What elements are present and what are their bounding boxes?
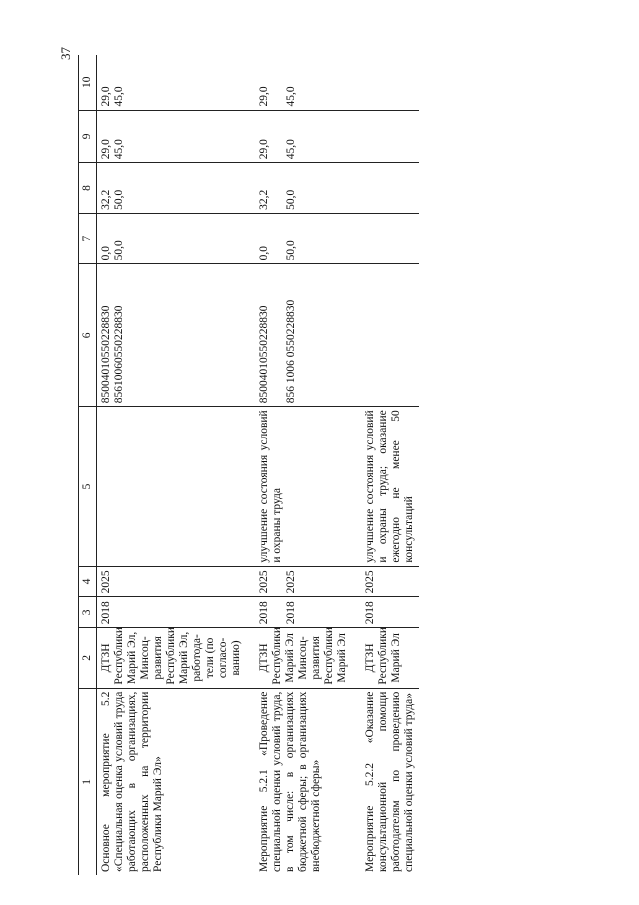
year: 2018 — [258, 601, 270, 625]
budget-code — [246, 264, 352, 407]
value-col8 — [246, 163, 352, 214]
budget-code-line: 8500401055022883​0 — [100, 305, 112, 404]
value: 29,0 — [258, 86, 270, 107]
executor-line: Минсоц-развития Республики Марий Эл — [297, 626, 348, 685]
column-header: 8 — [79, 163, 97, 214]
value: 32,2 — [100, 189, 112, 210]
value-col7 — [352, 213, 419, 264]
value-col8 — [97, 163, 247, 214]
year: 2018 — [285, 601, 297, 625]
column-header: 4 — [79, 566, 97, 597]
column-header: 9 — [79, 110, 97, 163]
budget-code-line: 8500401055022883​0 — [258, 305, 270, 404]
program-table — [78, 55, 419, 875]
value: 45,0 — [285, 139, 297, 160]
column-header: 7 — [79, 213, 97, 264]
start-year: 2018 — [97, 597, 247, 628]
value: 45,0 — [113, 139, 125, 160]
year: 2025 — [258, 570, 270, 594]
measure-name: Основное мероприятие 5.2 «Специальная оценка условий труда работающих в организациях, расположенных на территории Республики Марий Эл» — [100, 691, 164, 872]
value: 45,0 — [285, 86, 297, 107]
start-year: 2018 — [352, 597, 419, 628]
end-year — [246, 566, 352, 597]
table-row — [352, 55, 419, 875]
column-header: 3 — [79, 597, 97, 628]
value-col10 — [246, 55, 352, 110]
value: 50,0 — [285, 189, 297, 210]
value: 0,0 — [258, 246, 270, 261]
value: 50,0 — [113, 240, 125, 261]
budget-code-line: 856 1006 055022883​0 — [285, 299, 297, 404]
column-header: 6 — [79, 264, 97, 407]
page-number: 37 — [58, 47, 73, 60]
column-header: 10 — [79, 55, 97, 110]
value-col9 — [246, 110, 352, 163]
executor: ДТЗН Республики Марий Эл, Минсоц-развития Республики Марий Эл, работода-тели (по согласо-ванию) — [97, 628, 247, 688]
budget-code-line: 8561006055022883​0 — [113, 305, 125, 404]
value: 50,0 — [113, 189, 125, 210]
header-row — [79, 55, 97, 875]
value: 45,0 — [113, 86, 125, 107]
value: 32,2 — [258, 189, 270, 210]
start-year — [246, 597, 352, 628]
budget-code — [352, 264, 419, 407]
value-col8 — [352, 163, 419, 214]
value-col9 — [352, 110, 419, 163]
expected-result — [97, 407, 247, 566]
table-row — [97, 55, 247, 875]
measure-name: Мероприятие 5.2.1 «Проведение специальной оценки условий труда, в том числе: в организациях бюджетной сферы; в организациях внебюджетной сферы» — [258, 691, 322, 872]
budget-code — [97, 264, 247, 407]
value: 0,0 — [100, 246, 112, 261]
end-year: 2025 — [97, 566, 247, 597]
value: 29,0 — [100, 86, 112, 107]
value-col7 — [246, 213, 352, 264]
measure-name: Мероприятие 5.2.2 «Оказание консультационной помощи работодателям по проведению специальной оценки условий труда» — [364, 691, 415, 872]
executor: ДТЗН Республики Марий Эл — [352, 628, 419, 688]
executor — [246, 628, 352, 688]
value-col9 — [97, 110, 247, 163]
value: 50,0 — [285, 240, 297, 261]
end-year: 2025 — [352, 566, 419, 597]
year: 2025 — [285, 570, 297, 594]
executor-line: ДТЗН Республики Марий Эл — [258, 626, 296, 685]
column-header: 5 — [79, 407, 97, 566]
value: 29,0 — [258, 139, 270, 160]
value-col10 — [352, 55, 419, 110]
column-header: 2 — [79, 628, 97, 688]
value: 29,0 — [100, 139, 112, 160]
value-col7 — [97, 213, 247, 264]
value-col10 — [97, 55, 247, 110]
expected-result: улучшение состояния условий и охраны труда — [246, 407, 352, 566]
column-header: 1 — [79, 688, 97, 875]
table-row — [246, 55, 352, 875]
expected-result: улучшение состояния условий и охраны труда; оказание ежегодно не менее 50 консультаций — [352, 407, 419, 566]
